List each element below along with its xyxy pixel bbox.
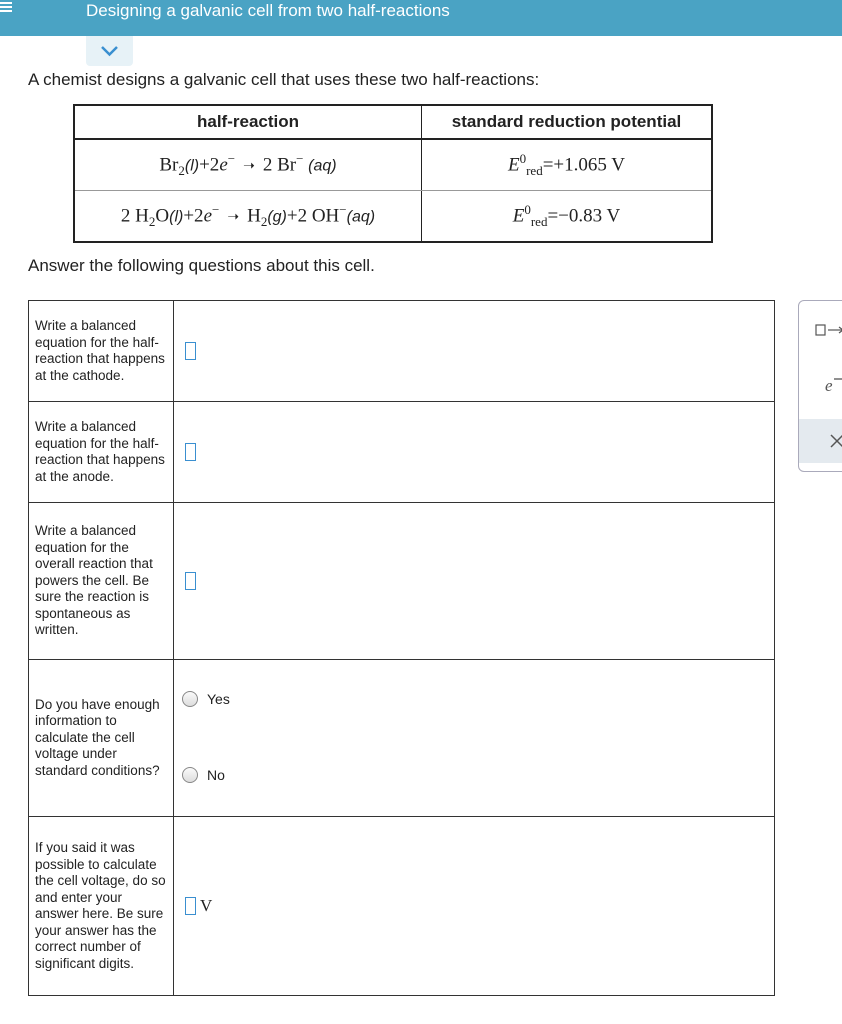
collapse-button[interactable] xyxy=(86,36,133,66)
half-reaction-1: $Br_2(l)+2e^-$ ➝ 2 Br− (aq) xyxy=(74,139,422,191)
potential-1: $E^0_{red}=+1.065$ V xyxy=(422,139,713,191)
reaction-arrow-icon xyxy=(799,307,842,351)
no-radio[interactable] xyxy=(182,767,198,783)
header-bar xyxy=(0,0,842,36)
table-row xyxy=(29,817,775,996)
overall-equation-input[interactable] xyxy=(185,572,196,590)
questions-table xyxy=(28,300,775,996)
voltage-unit: V xyxy=(200,896,213,915)
potential-2: $E^0_{red}=-0.83$ V xyxy=(422,191,713,243)
electron-icon xyxy=(799,363,842,407)
header-half-reaction: half-reaction xyxy=(74,105,422,139)
no-label: No xyxy=(207,767,225,783)
table-row xyxy=(74,191,712,243)
voltage-input[interactable] xyxy=(185,897,196,915)
anode-equation-input[interactable] xyxy=(185,443,196,461)
answer-cell-enough-info xyxy=(174,660,775,817)
page-title: Designing a galvanic cell from two half-reactions xyxy=(86,1,450,20)
svg-text:e: e xyxy=(825,376,833,395)
answer-prompt: Answer the following questions about this cell. xyxy=(28,256,375,275)
half-reaction-2: 2 $H_2O(l)+2e^-$ ➝ $H_2(g)+2$ OH−(aq) xyxy=(74,191,422,243)
chemistry-tool-panel xyxy=(798,300,842,472)
question-overall: Write a balanced equation for the overall reaction that powers the cell. Be sure the reaction is spontaneous as written. xyxy=(29,503,174,660)
table-row xyxy=(74,139,712,191)
clear-button[interactable] xyxy=(799,419,842,463)
table-row xyxy=(29,301,775,402)
intro-text: A chemist designs a galvanic cell that uses these two half-reactions: xyxy=(28,70,540,89)
question-voltage: If you said it was possible to calculate the cell voltage, do so and enter your answer here. Be sure your answer has the correct number of significant digits. xyxy=(29,817,174,996)
no-option[interactable] xyxy=(182,767,225,783)
electron-tool[interactable] xyxy=(799,363,842,407)
cathode-equation-input[interactable] xyxy=(185,342,196,360)
yes-option[interactable] xyxy=(182,691,230,707)
answer-cell-anode xyxy=(174,402,775,503)
question-cathode: Write a balanced equation for the half-reaction that happens at the cathode. xyxy=(29,301,174,402)
table-row xyxy=(29,503,775,660)
arrow-tool[interactable] xyxy=(799,307,842,351)
answer-cell-overall xyxy=(174,503,775,660)
close-icon xyxy=(799,419,842,463)
answer-cell-cathode xyxy=(174,301,775,402)
question-anode: Write a balanced equation for the half-reaction that happens at the anode. xyxy=(29,402,174,503)
menu-icon[interactable] xyxy=(0,0,18,14)
answer-cell-voltage xyxy=(174,817,775,996)
chevron-down-icon xyxy=(100,45,119,57)
table-row xyxy=(29,402,775,503)
table-row xyxy=(29,660,775,817)
header-standard-reduction-potential: standard reduction potential xyxy=(422,105,713,139)
question-enough-info: Do you have enough information to calculate the cell voltage under standard conditions? xyxy=(29,660,174,817)
half-reaction-table xyxy=(73,104,713,243)
yes-radio[interactable] xyxy=(182,691,198,707)
yes-label: Yes xyxy=(207,691,230,707)
